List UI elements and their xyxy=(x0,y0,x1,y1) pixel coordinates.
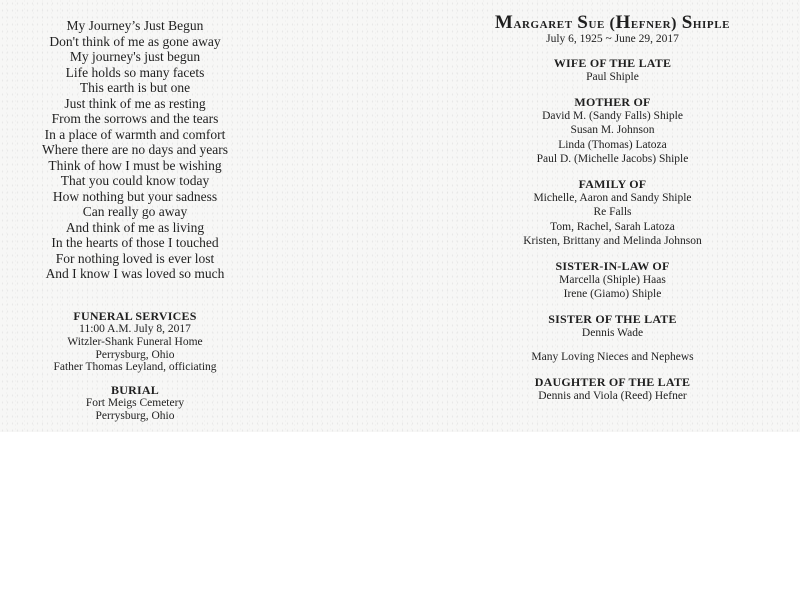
poem-line: In the hearts of those I touched xyxy=(51,235,219,250)
poem-line: For nothing loved is ever lost xyxy=(55,250,215,266)
section-line: Irene (Giamo) Shiple xyxy=(563,288,662,300)
section-line: David M. (Sandy Falls) Shiple xyxy=(542,109,683,122)
section-line: Paul D. (Michelle Jacobs) Shiple xyxy=(536,153,689,165)
poem xyxy=(10,18,260,282)
poem-line: Life holds so many facets xyxy=(65,64,205,80)
funeral-services-heading: FUNERAL SERVICES xyxy=(73,309,197,323)
section-heading: WIFE OF THE LATE xyxy=(553,56,672,70)
poem-line: This earth is but one xyxy=(79,80,191,95)
section-heading: MOTHER OF xyxy=(574,94,651,109)
section-line: Susan M. Johnson xyxy=(570,124,655,136)
family-section xyxy=(430,312,795,341)
poem-line: From the sorrows and the tears xyxy=(51,111,219,126)
burial xyxy=(10,383,260,423)
section-line: Dennis Wade xyxy=(581,326,644,339)
poem-line: Don't think of me as gone away xyxy=(49,33,221,49)
section-line: Many Loving Nieces and Nephews xyxy=(531,351,694,363)
poem-line: Think of how I must be wishing xyxy=(48,157,222,173)
funeral-services xyxy=(10,309,260,374)
section-line: Michelle, Aaron and Sandy Shiple xyxy=(533,191,692,204)
section-line: Linda (Thomas) Latoza xyxy=(558,138,667,151)
deceased-name: Margaret Sue (Hefner) Shiple xyxy=(494,12,731,33)
family-section xyxy=(430,259,795,302)
section-heading: DAUGHTER OF THE LATE xyxy=(534,374,691,389)
burial-line: Fort Meigs Cemetery xyxy=(85,397,185,410)
services-block xyxy=(10,309,260,423)
poem-line: My journey's just begun xyxy=(69,49,201,64)
poem-line: How nothing but your sadness xyxy=(52,188,218,204)
section-line: Re Falls xyxy=(593,206,632,218)
poem-line: And think of me as living xyxy=(65,219,205,235)
family-section xyxy=(430,177,795,249)
poem-line: Can really go away xyxy=(82,204,188,219)
family-section xyxy=(430,95,795,167)
family-section xyxy=(430,56,795,85)
poem-title: My Journey’s Just Begun xyxy=(66,18,204,33)
funeral-services-line: Father Thomas Leyland, officiating xyxy=(53,361,217,374)
section-heading: FAMILY OF xyxy=(578,176,647,191)
section-heading: SISTER-IN-LAW OF xyxy=(555,258,670,273)
family-section xyxy=(430,350,795,365)
section-heading: SISTER OF THE LATE xyxy=(548,311,677,326)
section-line: Paul Shiple xyxy=(586,71,639,83)
life-dates: July 6, 1925 ~ June 29, 2017 xyxy=(546,33,679,45)
section-line: Tom, Rachel, Sarah Latoza xyxy=(550,220,675,233)
section-line: Dennis and Viola (Reed) Hefner xyxy=(538,389,687,402)
section-line: Marcella (Shiple) Haas xyxy=(559,273,666,286)
poem-line: In a place of warmth and comfort xyxy=(44,126,226,142)
funeral-services-line: 11:00 A.M. July 8, 2017 xyxy=(79,323,191,335)
poem-lines xyxy=(10,34,260,282)
poem-line: Just think of me as resting xyxy=(64,95,206,111)
poem-line: And I know I was loved so much xyxy=(45,266,225,281)
poem-line: That you could know today xyxy=(60,173,210,188)
burial-heading: BURIAL xyxy=(111,383,159,398)
poem-line: Where there are no days and years xyxy=(42,142,228,157)
family-section xyxy=(430,375,795,404)
section-line: Kristen, Brittany and Melinda Johnson xyxy=(523,235,702,247)
funeral-services-line: Witzler-Shank Funeral Home xyxy=(67,335,203,348)
obituary-column xyxy=(430,14,795,403)
family-sections xyxy=(430,56,795,403)
burial-line: Perrysburg, Ohio xyxy=(95,409,175,422)
funeral-services-line: Perrysburg, Ohio xyxy=(95,348,175,361)
